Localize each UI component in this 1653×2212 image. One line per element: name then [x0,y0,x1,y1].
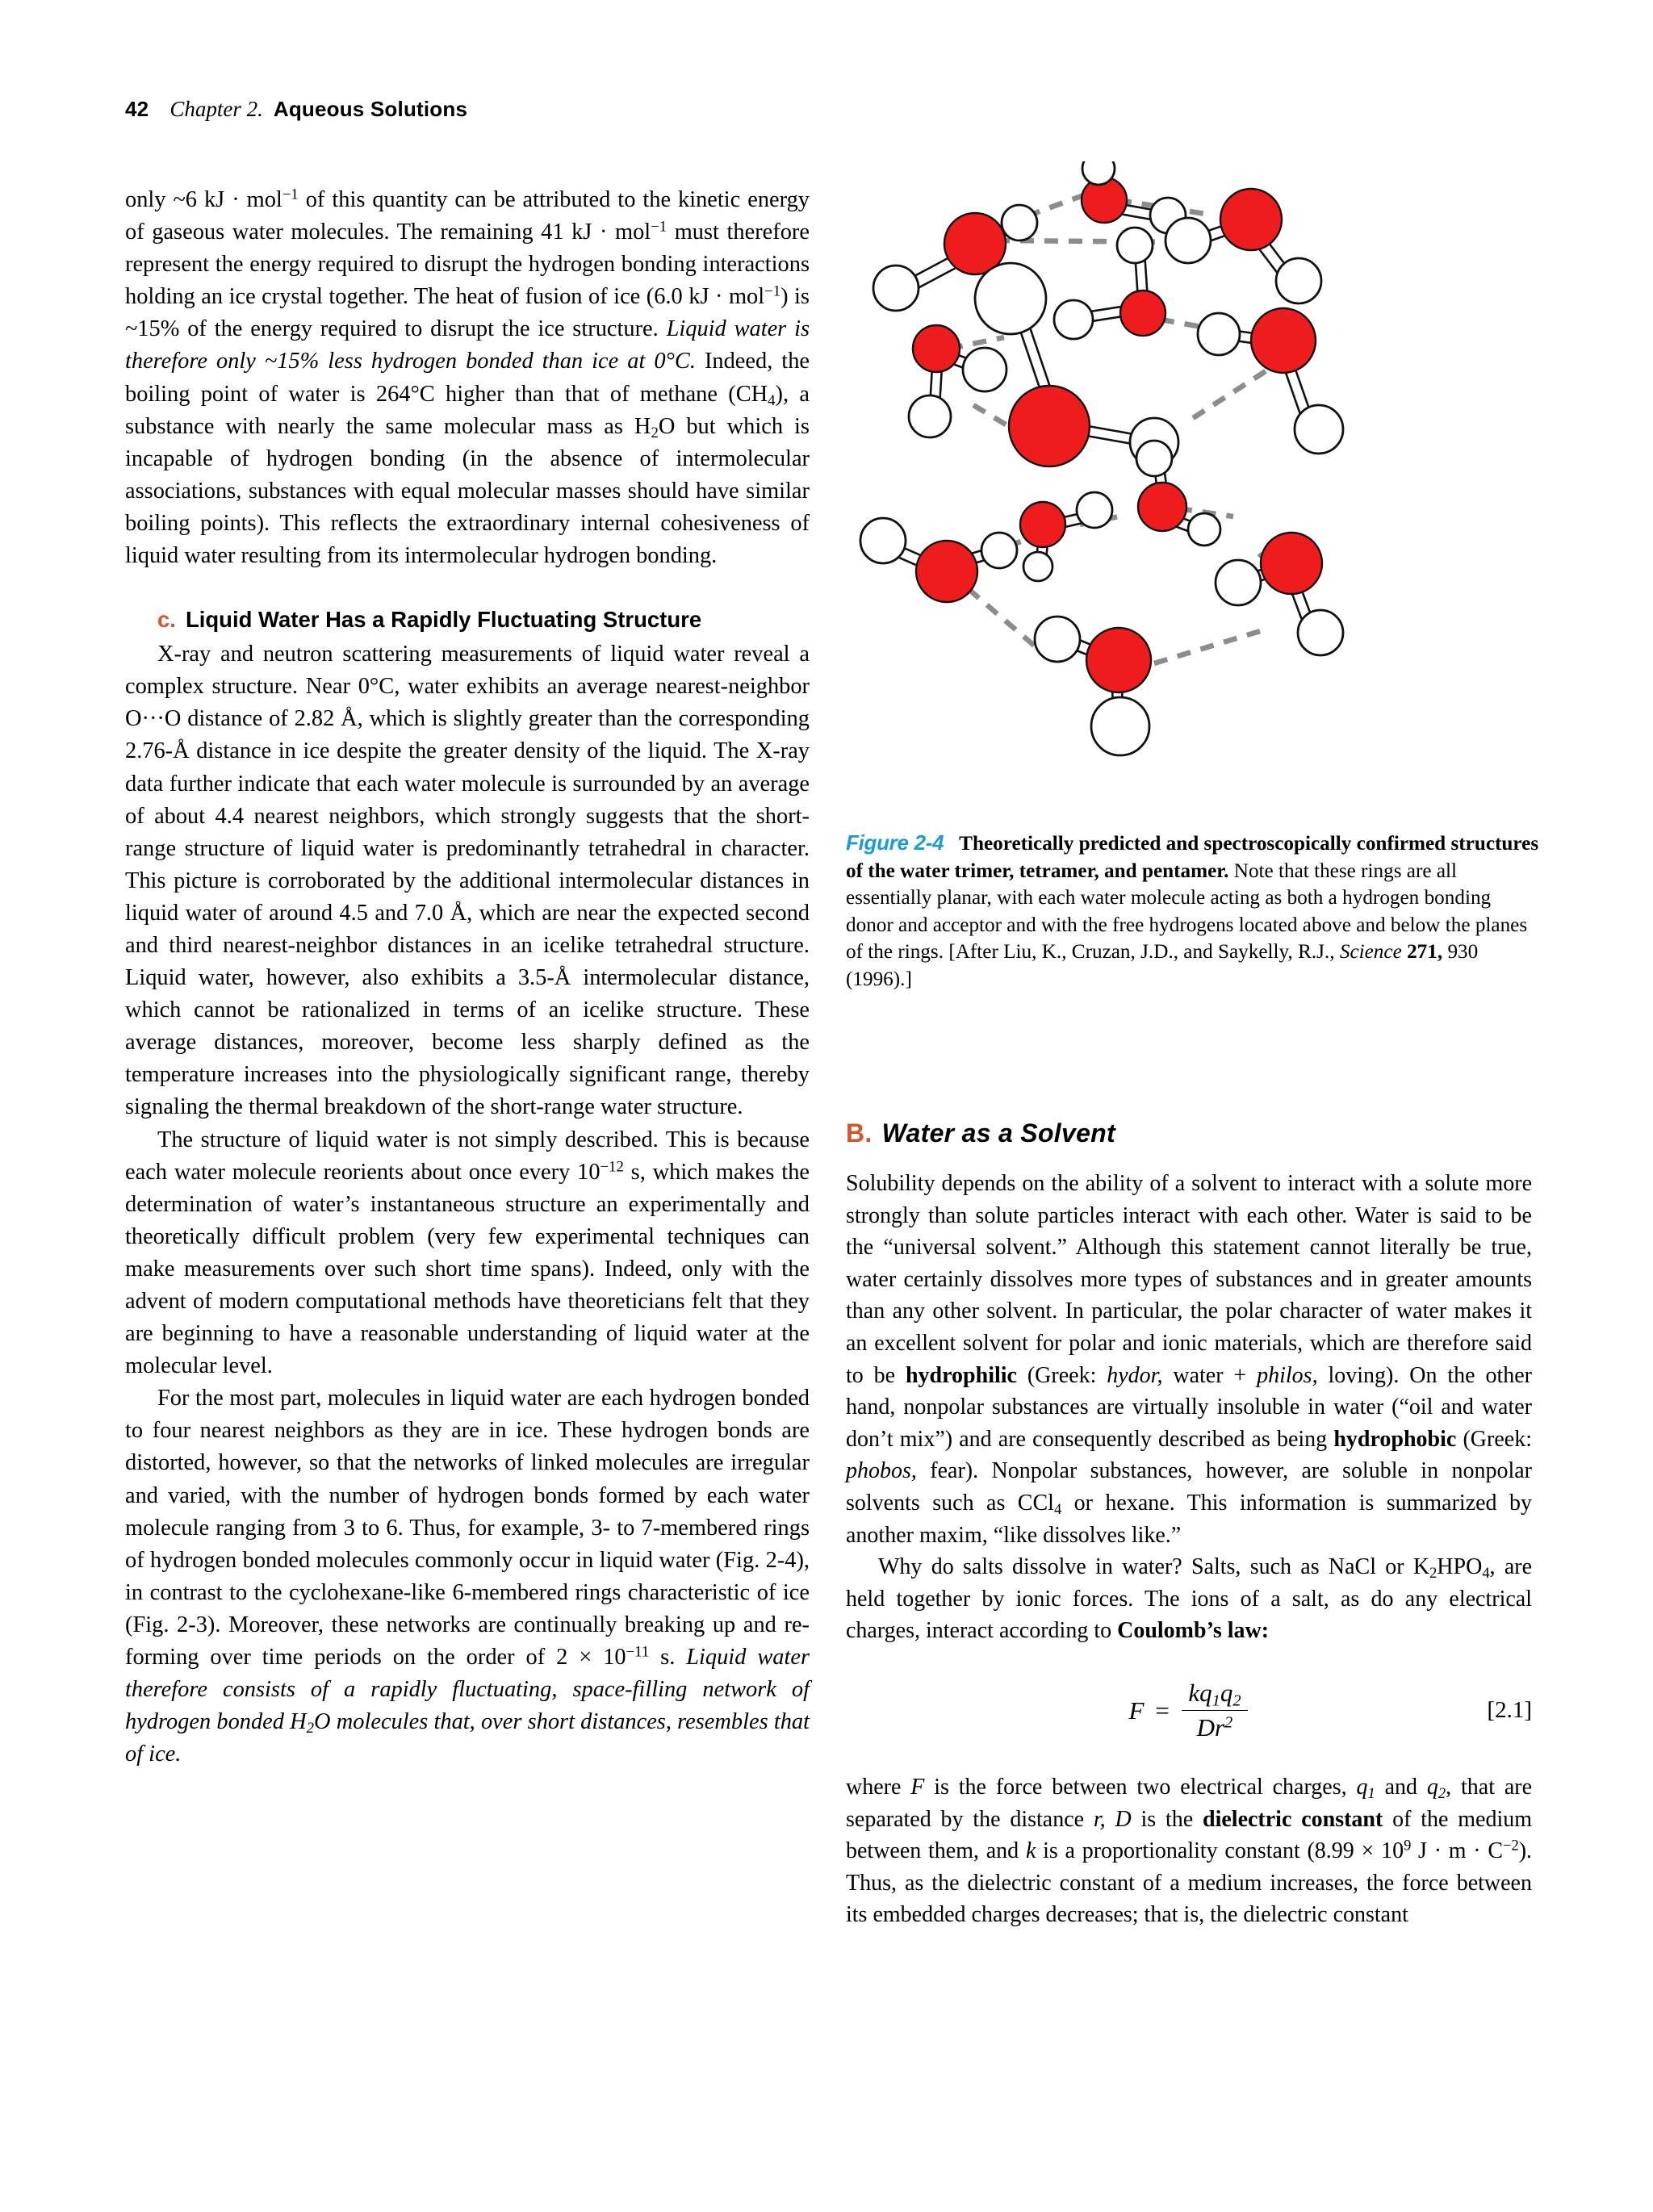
subscript: 4 [768,391,776,409]
text-run: is the [1131,1806,1203,1832]
text-run: loving). On the other hand, nonpolar substances are virtually insoluble in water (“oil and water don’t mix”) and are consequently described as being [846,1362,1532,1452]
variable-r: r, [1093,1806,1106,1832]
text-run: For the most part, molecules in liquid water are each hydrogen bonded to four nearest neighbors as they are in ice. These hydrogen bonds are distorted, however, so that the networks of linked molecules are irregular and varied, with the number of hydrogen bonds formed by each water molecule ranging from 3 to 6. Thus, for example, 3- to 7-membered rings of hydrogen bonded molecules commonly occur in liquid water (Fig. 2-4), in contrast to the cyclohexane-like 6-membered rings characteristic of ice (Fig. 2-3). Moreover, these networks are continually breaking up and re-forming over time periods on the order of 2 × 10 [125,1386,810,1670]
term-coulombs-law: Coulomb’s law: [1117,1618,1270,1644]
paragraph-hydrogen-bonded-networks [125,1382,810,1771]
subscript: 2 [1232,1692,1241,1711]
text-run: s. [649,1645,687,1670]
subscript: 4 [1482,1565,1490,1582]
text-run: fear). Nonpolar substances, however, are soluble in nonpolar solvents such as CCl [846,1458,1532,1516]
term-hydrophilic: hydrophilic [905,1362,1017,1388]
equation-2-1-row [846,1658,1532,1763]
subsection-letter: c. [157,607,176,633]
text-run: O but which is incapable of hydrogen bonding (in the absence of intermolecular associations, substances with equal molecular masses should have similar boiling points). This reflects the extraordinary internal cohesiveness of liquid water resulting from its intermolecular hydrogen bonding. [125,413,810,569]
chapter-title: Aqueous Solutions [273,97,468,121]
equation-numerator [1182,1679,1247,1711]
page-folio: 42 [125,97,149,121]
superscript: −11 [626,1643,650,1661]
figure-label: Figure 2-4 [846,830,944,855]
text-run: only ~6 kJ · mol [125,187,282,212]
text-run: The structure of liquid water is not simply described. This is because each water molecule reorients about once every 10 [125,1127,810,1185]
text-run: (Greek: [1016,1362,1107,1388]
section-letter: B. [846,1119,873,1148]
variable-q1 [1357,1775,1375,1800]
superscript: −12 [600,1157,624,1175]
section-heading-b [846,1118,1532,1148]
subsection-heading-c [125,604,810,635]
superscript: −1 [764,282,781,300]
term-dielectric-constant: dielectric constant [1203,1806,1383,1832]
text-run: J · m · C [1411,1838,1504,1864]
text-run: or hexane. This information is summarized by another maxim, “like dissolves like.” [846,1490,1533,1548]
text-run: of the medium between them, and [846,1806,1533,1864]
text-run: water + [1162,1362,1258,1388]
text-run: where [846,1774,911,1800]
subscript: 4 [1053,1501,1062,1518]
coulombs-law-equation [1128,1679,1249,1742]
text-run: , are held together by ionic forces. The ions of a salt, as do any electrical charges, interact according to [846,1554,1532,1644]
text-run: and [1375,1774,1427,1800]
figure-2-4-caption [846,830,1542,993]
text-run: ). Thus, as the dielectric constant of a medium increases, the force between its embedded charges decreases; that is, the dielectric constant [846,1838,1533,1928]
text-run: must therefore represent the energy required to disrupt the hydrogen bonding interactions holding an ice crystal together. The heat of fusion of ice (6.0 kJ · mol [125,220,810,310]
subscript: 1 [1367,1785,1375,1802]
subscript: 2 [1437,1785,1446,1802]
figure-journal-name: Science [1339,941,1402,964]
equation-fraction [1182,1679,1247,1742]
right-column [846,1118,1532,1931]
text-run: Why do salts dissolve in water? Salts, such as NaCl or K [878,1554,1430,1580]
greek-root-philos: philos, [1257,1362,1318,1388]
text-run: O molecules that, over short distances, resembles that of ice. [125,1709,810,1767]
variable-D: D [1115,1806,1132,1832]
paragraph-continued-from-previous-page [125,184,810,572]
text-run: Solubility depends on the ability of a solvent to interact with a solute more strongly than solute particles interact with each other. Water is said to be the “universal solvent.” Although this statement cannot literally be true, water certainly dissolves more types of substances and in greater amounts than any other solvent. In particular, the polar character of water makes it an excellent solvent for polar and ionic materials, which are therefore said to be [846,1171,1532,1388]
text-run: HPO [1437,1554,1483,1580]
variable-F: F [910,1774,925,1800]
figure-body-text: Note that these rings are all essentially planar, with each water molecule acting as both a hydrogen bonding donor and acceptor and with the free hydrogens located above and below the planes of the rings. [After Liu, K., Cruzan, J.D., and Saykelly, R.J., [846,859,1528,964]
equation-number: [2.1] [1487,1697,1532,1724]
text-run: ) is ~15% of the energy required to disrupt the ice structure. [125,284,810,342]
superscript: −1 [282,186,299,203]
term-k: k [1188,1679,1200,1708]
subscript: 2 [651,424,659,441]
text-run: s, which makes the determination of water’s instantaneous structure an experimentally and theoretically difficult problem (very few experimental techniques can make measurements over such short time spans). Indeed, only with the advent of modern computational methods have theoreticians felt that they are beginning to have a reasonable understanding of liquid water at the molecular level. [125,1159,810,1379]
superscript: 9 [1404,1837,1412,1854]
figure-journal-volume: 271, [1407,941,1443,964]
equation-denominator [1191,1711,1240,1742]
subscript: 2 [1429,1565,1437,1582]
figure-citation-tail: 930 (1996).] [846,941,1479,990]
term-q2: q [1220,1679,1233,1708]
paragraph-where-F-is-the-force [846,1771,1532,1931]
paragraph-structure-not-simply-described [125,1124,810,1383]
left-column [125,184,810,1771]
text-run [1106,1807,1115,1832]
greek-root-hydor: hydor, [1107,1362,1163,1388]
section-title: Water as a Solvent [881,1119,1115,1148]
text-run: of this quantity can be attributed to the kinetic energy of gaseous water molecules. The remaining 41 kJ · mol [125,187,810,245]
text-run: is a proportionality constant (8.99 × 10 [1036,1838,1404,1864]
water-trimer [873,161,1321,311]
running-head [125,97,467,122]
term-hydrophobic: hydrophobic [1333,1426,1457,1452]
water-pentamer [860,441,1343,755]
paragraph-solubility [846,1168,1532,1551]
text-run: is the force between two electrical charges, [924,1774,1357,1800]
text-run: q [1356,1774,1368,1800]
subscript: 2 [306,1720,315,1737]
paragraph-xray-neutron-scattering: X-ray and neutron scattering measurements of liquid water reveal a complex structure. Near 0°C, water exhibits an average nearest-neighbor O···O distance of 2.82 Å, which is slightly greater than the corresponding 2.76-Å distance in ice despite the greater density of the liquid. The X-ray data further indicate that each water molecule is surrounded by an average of about 4.4 nearest neighbors, which strongly suggests that the short-range structure of liquid water is predominantly tetrahedral in character. This picture is corroborated by the additional intermolecular distances in liquid water of around 4.5 and 7.0 Å, which are near the expected second and third nearest-neighbor distances in an icelike tetrahedral structure. Liquid water, however, also exhibits a 3.5-Å intermolecular distance, which cannot be rationalized in terms of an icelike structure. These average distances, moreover, become less sharply defined as the temperature increases into the physiologically significant range, thereby signaling the thermal breakdown of the short-range water structure. [125,642,810,1120]
emphasis-run: Liquid water is therefore only ~15% less hydrogen bonded than ice at 0°C. [125,316,810,374]
term-D: D [1196,1713,1215,1742]
text-run: q [1426,1774,1438,1800]
greek-root-phobos: phobos, [846,1458,917,1484]
equation-equals-sign: = [1153,1696,1171,1725]
superscript: −1 [651,218,667,236]
equation-lhs: F [1128,1696,1145,1725]
figure-2-4-artwork [846,161,1540,807]
superscript: −2 [1503,1837,1519,1854]
text-run: Indeed, the boiling point of water is 264°C higher than that of methane (CH [125,349,810,407]
variable-q2 [1427,1775,1446,1800]
text-run: Liquid water therefore consists of a rapidly fluctuating, space-filling network of hydrogen bonded H [125,1645,810,1735]
subscript: 1 [1212,1692,1220,1711]
figure-lead-sentence: Theoretically predicted and spectroscopically confirmed structures of the water trimer, tetramer, and pentamer. [846,833,1539,882]
text-run: (Greek: [1456,1426,1532,1452]
water-cluster-structures-svg [846,161,1540,807]
text-run: ), a substance with nearly the same molecular mass as H [125,381,810,439]
superscript: 2 [1224,1713,1233,1732]
subsection-title: Liquid Water Has a Rapidly Fluctuating Structure [185,607,702,633]
term-q1: q [1199,1679,1212,1708]
term-r: r [1214,1713,1225,1742]
variable-k: k [1025,1838,1036,1864]
chapter-number: Chapter 2. [169,97,263,121]
text-run: , that are separated by the distance [846,1774,1533,1832]
paragraph-salts-dissolve [846,1551,1532,1647]
